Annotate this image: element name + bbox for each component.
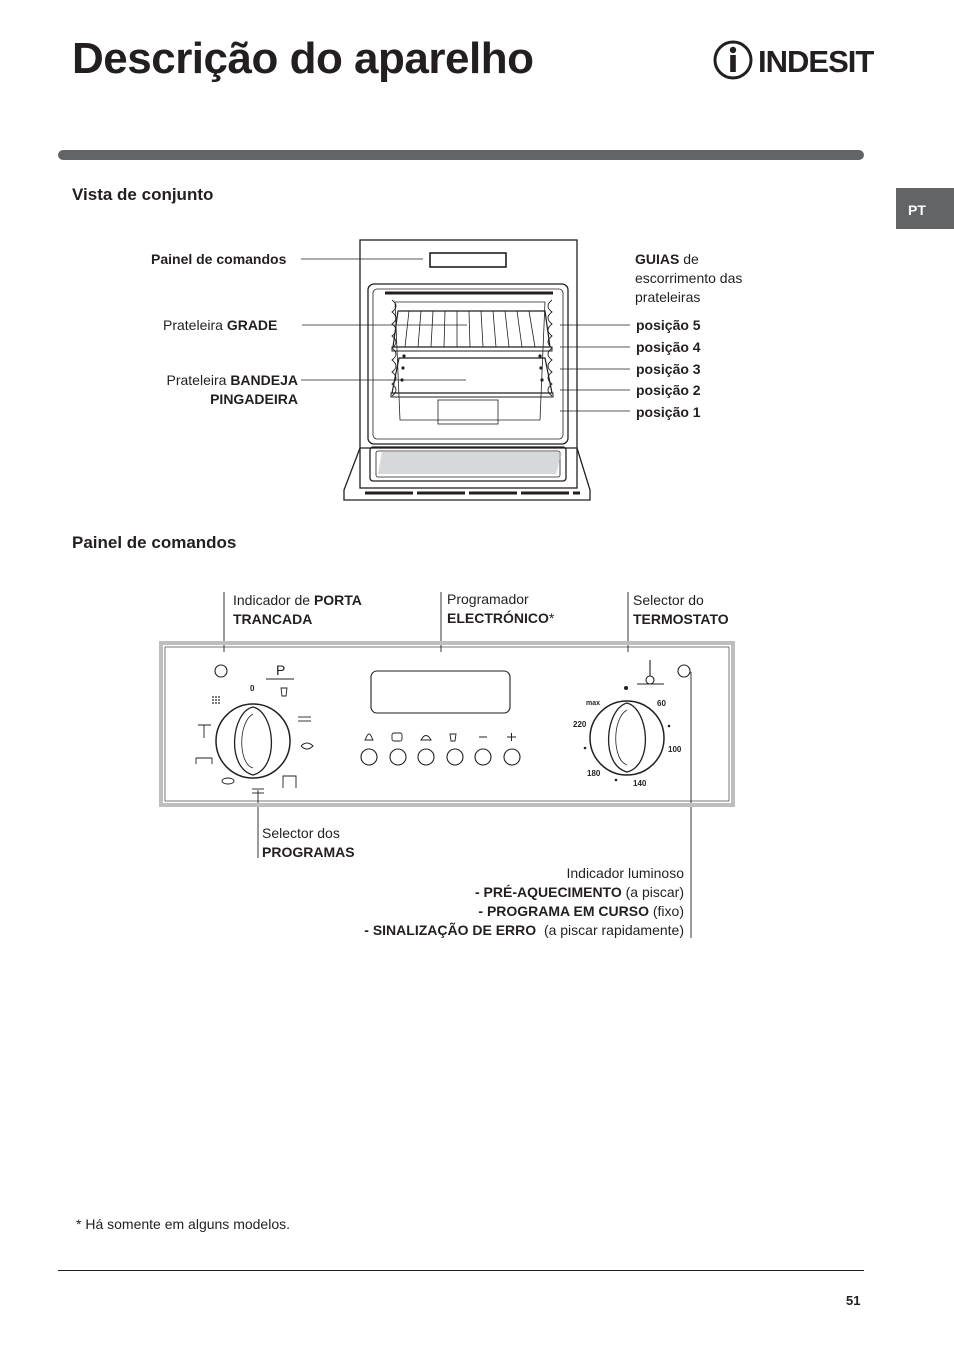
programmer-suffix: *: [548, 610, 555, 626]
drip-tray-bold-2: PINGADEIRA: [210, 391, 298, 407]
defrost-icon: [212, 696, 220, 704]
position-1-label: posição 1: [636, 404, 701, 420]
lamp-icon: [281, 688, 287, 696]
indicator-line1: Indicador luminoso: [566, 865, 684, 881]
indicator-item-2-bold: - PROGRAMA EM CURSO: [478, 903, 649, 919]
page-number: 51: [846, 1293, 861, 1308]
control-panel-callout: Painel de comandos: [151, 251, 287, 267]
knob-left-p: P: [276, 662, 286, 678]
grill-shelf-bold: GRADE: [226, 317, 278, 333]
thermometer-icon: [646, 660, 654, 684]
temp-140: 140: [633, 779, 647, 788]
temp-180: 180: [587, 769, 601, 778]
language-tab-label: PT: [908, 202, 926, 218]
program-selector-line1: Selector dos: [262, 825, 340, 841]
indicator-item-3-bold: - SINALIZAÇÃO DE ERRO: [364, 922, 537, 938]
page-title: Descrição do aparelho: [72, 34, 534, 83]
position-5-label: posição 5: [636, 317, 701, 333]
thermostat-bold: TERMOSTATO: [633, 611, 729, 627]
multi-icon: [283, 776, 296, 788]
thermostat-line1: Selector do: [633, 592, 704, 608]
door-lock-bold2: TRANCADA: [233, 611, 313, 627]
hand-icon: [450, 734, 456, 741]
bell-icon: [365, 734, 373, 740]
guides-rest-3: prateleiras: [635, 289, 701, 305]
grill-shelf-prefix: Prateleira: [163, 317, 223, 333]
position-3-label: posição 3: [636, 361, 701, 377]
fan-icon: [301, 743, 313, 749]
temp-60: 60: [657, 699, 666, 708]
position-4-label: posição 4: [636, 339, 701, 355]
overview-heading: Vista de conjunto: [72, 185, 214, 204]
top-heat-icon: [198, 725, 211, 738]
door-lock-line1: Indicador de: [233, 592, 311, 608]
indicator-item-1-rest: (a piscar): [625, 884, 684, 900]
knob-left-zero: 0: [250, 684, 255, 693]
brand-name: INDESIT: [758, 44, 874, 79]
bottom-heat-icon: [196, 758, 212, 764]
program-selector-callout: [262, 824, 355, 862]
programmer-bold: ELECTRÓNICO: [447, 610, 549, 626]
temp-100: 100: [668, 745, 682, 754]
indicator-item-2-rest: (fixo): [652, 903, 684, 919]
cooking-icon: [421, 736, 431, 741]
programmer-line1: Programador: [447, 591, 529, 607]
footer-rule: [58, 1270, 864, 1271]
guides-rest-1: de: [683, 251, 699, 267]
program-selector-bold: PROGRAMAS: [262, 844, 355, 860]
footnote: * Há somente em alguns modelos.: [76, 1216, 290, 1232]
guides-bold: GUIAS: [635, 251, 680, 267]
indicator-callout: [300, 864, 684, 940]
pot-icon: [392, 733, 402, 741]
grill-icon: [222, 778, 234, 784]
position-2-label: posição 2: [636, 382, 701, 398]
drip-tray-prefix: Prateleira: [166, 372, 227, 388]
door-lock-bold1: PORTA: [313, 592, 362, 608]
temp-max: max: [586, 700, 601, 707]
temp-220: 220: [573, 720, 587, 729]
guides-rest-2: escorrimento das: [635, 270, 743, 286]
panel-heading: Painel de comandos: [72, 533, 237, 552]
drip-tray-bold-1: BANDEJA: [230, 372, 298, 388]
indicator-item-3-rest: (a piscar rapidamente): [543, 922, 684, 938]
indicator-item-1-bold: - PRÉ-AQUECIMENTO: [475, 884, 622, 900]
